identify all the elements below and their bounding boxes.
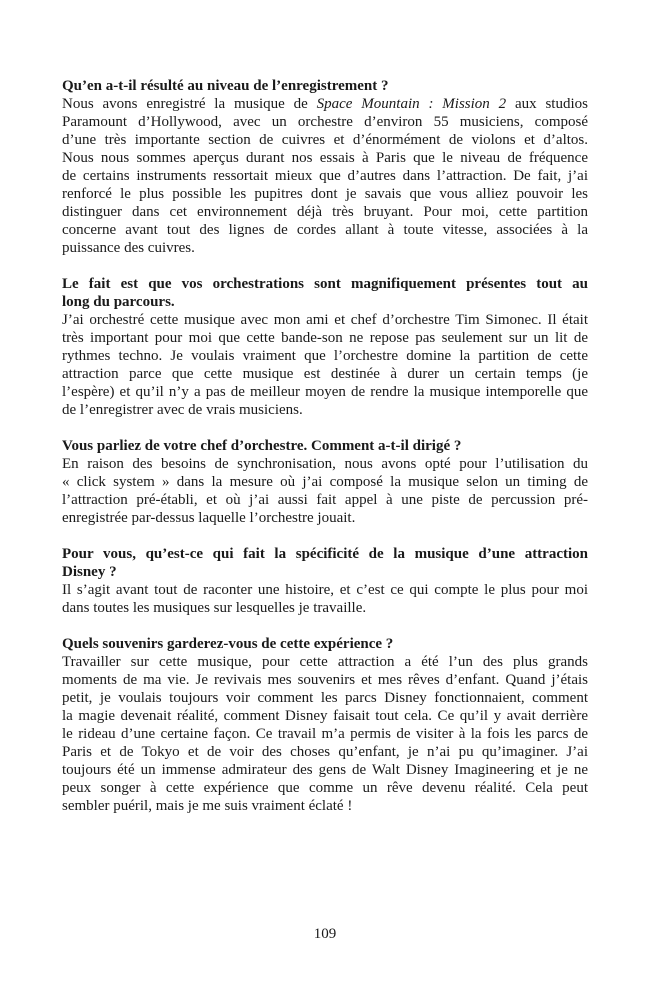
answer-paragraph-line: En raison des besoins de synchronisation, nous avons opté pour l’utilisation du: [62, 456, 588, 472]
answer-paragraph-line: puissance des cuivres.: [62, 240, 195, 256]
answer-paragraph-line: la magie devenait réalité, comment Disney faisait tout cela. Ce qu’il y avait derrière: [62, 708, 588, 724]
question-heading: [62, 437, 588, 455]
answer-paragraph-line: sembler puéril, mais je me suis vraiment éclaté !: [62, 798, 353, 814]
answer-paragraph: [62, 455, 588, 527]
question-heading: [62, 545, 588, 581]
answer-paragraph-line: « click system » dans la mesure où j’ai composé la musique selon un timing de: [62, 474, 588, 490]
question-heading-line: Le fait est que vos orchestrations sont magnifiquement présentes tout au: [62, 276, 588, 292]
answer-paragraph-line: dans toutes les musiques sur lesquelles je travaille.: [62, 600, 367, 616]
answer-paragraph: [62, 581, 588, 617]
question-heading-line: Quels souvenirs garderez-vous de cette expérience ?: [62, 636, 394, 652]
answer-paragraph-line: l’espère) et qu’il n’y a pas de meilleur moyen de rendre la musique intemporelle que: [62, 384, 588, 400]
question-heading-line: Vous parliez de votre chef d’orchestre. Comment a-t-il dirigé ?: [62, 438, 462, 454]
answer-paragraph-line: rythmes techno. Je voulais vraiment que l’orchestre domine la partition de cette: [62, 348, 588, 364]
qa-section: [62, 437, 588, 527]
qa-section: [62, 545, 588, 617]
answer-paragraph-line: moments de ma vie. Je revivais mes souvenirs et mes rêves d’enfant. Quand j’étais: [62, 672, 588, 688]
page-number: 109: [313, 926, 337, 942]
answer-paragraph-line: J’ai orchestré cette musique avec mon ami et chef d’orchestre Tim Simonec. Il était: [62, 312, 588, 328]
answer-paragraph-line: Nous nous sommes aperçus durant nos essais à Paris que le niveau de fréquence: [62, 150, 588, 166]
answer-paragraph: [62, 95, 588, 257]
answer-paragraph-line: Nous avons enregistré la musique de Space Mountain : Mission 2 aux studios: [62, 96, 588, 112]
answer-paragraph: [62, 311, 588, 419]
answer-paragraph-line: de certains instruments ressortait mieux que d’autres dans l’attraction. De fait, j’ai: [62, 168, 588, 184]
question-heading-line: Qu’en a-t-il résulté au niveau de l’enregistrement ?: [62, 78, 389, 94]
answer-paragraph-line: concerne avant tout des lignes de cordes allant à toute vitesse, associées à la: [62, 222, 588, 238]
answer-paragraph-line: très important pour moi que cette bande-son ne repose pas seulement sur un lit de: [62, 330, 588, 346]
answer-paragraph-line: Paramount d’Hollywood, avec un orchestre d’environ 55 musiciens, composé: [62, 114, 588, 130]
answer-paragraph: [62, 653, 588, 815]
qa-section: [62, 275, 588, 419]
page-content: [62, 77, 588, 833]
answer-paragraph-line: Paris et de Tokyo et de voir des choses qu’enfant, je n’ai pu qu’imaginer. J’ai: [62, 744, 588, 760]
answer-paragraph-line: distinguer dans cet environnement déjà très bruyant. Pour moi, cette partition: [62, 204, 588, 220]
question-heading-line: long du parcours.: [62, 294, 175, 310]
answer-paragraph-line: renforcé le plus possible les pupitres dont je savais que vous alliez pouvoir les: [62, 186, 588, 202]
answer-paragraph-line: peux songer à cette expérience que comme un rêve devenu réalité. Cela peut: [62, 780, 588, 796]
question-heading: [62, 77, 588, 95]
answer-paragraph-line: le rideau d’une certaine façon. Ce travail m’a permis de visiter à la fois les parcs de: [62, 726, 588, 742]
question-heading-line: Disney ?: [62, 564, 117, 580]
answer-paragraph-line: attraction parce que cette musique est destinée à durer un certain temps (je: [62, 366, 588, 382]
question-heading: [62, 635, 588, 653]
answer-paragraph-line: toujours été un immense admirateur des gens de Walt Disney Imagineering et je ne: [62, 762, 588, 778]
answer-paragraph-line: Il s’agit avant tout de raconter une histoire, et c’est ce qui compte le plus pour moi: [62, 582, 588, 598]
answer-paragraph-line: enregistrée par-dessus laquelle l’orchestre jouait.: [62, 510, 356, 526]
answer-paragraph-line: d’une très importante section de cuivres et d’énormément de violons et d’altos.: [62, 132, 588, 148]
answer-paragraph-line: Travailler sur cette musique, pour cette attraction a été l’un des plus grands: [62, 654, 588, 670]
answer-paragraph-line: l’attraction pré-établi, et où j’ai aussi fait appel à une piste de percussion pré-: [62, 492, 588, 508]
qa-section: [62, 635, 588, 815]
qa-section: [62, 77, 588, 257]
answer-paragraph-line: petit, je voulais toujours voir comment les parcs Disney fonctionnaient, comment: [62, 690, 588, 706]
question-heading-line: Pour vous, qu’est-ce qui fait la spécificité de la musique d’une attraction: [62, 546, 588, 562]
question-heading: [62, 275, 588, 311]
answer-paragraph-line: de l’enregistrer avec de vrais musiciens.: [62, 402, 303, 418]
